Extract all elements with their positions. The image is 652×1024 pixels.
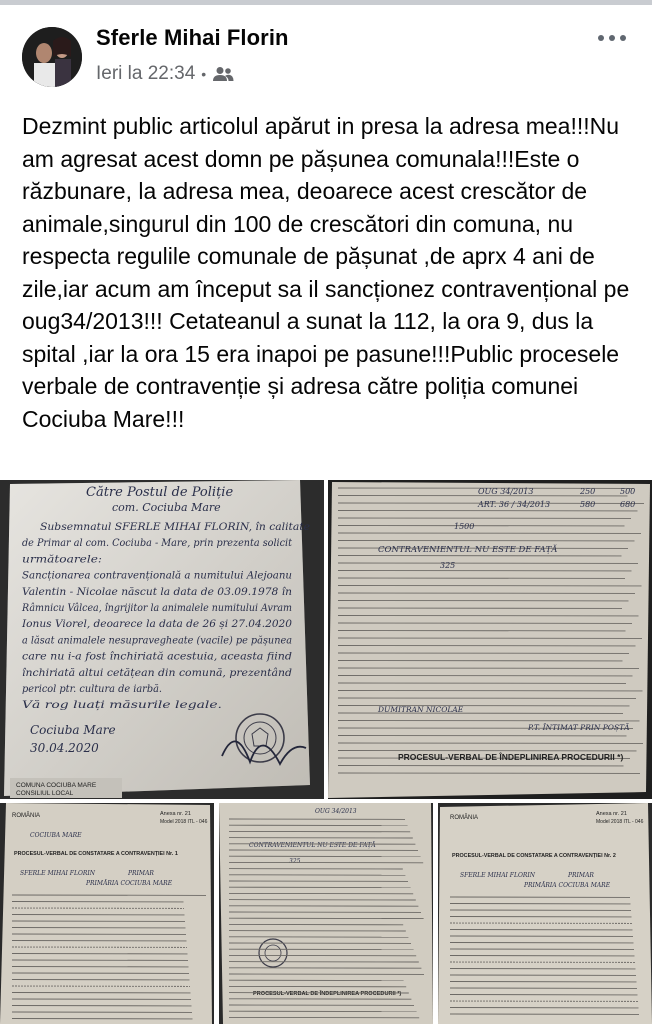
form-back-amount4: 680 bbox=[620, 500, 636, 509]
letter-line: Râmnicu Vâlcea, îngrijitor la animalele numitului Avram bbox=[22, 603, 313, 614]
photo-form-back[interactable] bbox=[328, 480, 652, 799]
form-back-amount1: 250 bbox=[580, 487, 596, 496]
fs2-sum: 325 bbox=[289, 858, 301, 865]
letter-line: Valentin - Nicolae născut la data de 03.09.1978 în bbox=[22, 586, 280, 598]
post-header bbox=[0, 5, 652, 105]
more-dot bbox=[620, 35, 626, 41]
form-back-amount3: 580 bbox=[580, 500, 596, 509]
form-small-3-image bbox=[438, 803, 652, 1024]
form-back-witness: DUMITRAN NICOLAE bbox=[378, 705, 464, 714]
fs3-institution: PRIMĂRIA COCIUBA MARE bbox=[524, 882, 611, 889]
friends-icon[interactable] bbox=[212, 66, 234, 82]
fs3-role: PRIMAR bbox=[568, 872, 594, 879]
fs3-country: ROMÂNIA bbox=[450, 815, 479, 821]
form-back-image bbox=[328, 480, 652, 799]
meta-separator: • bbox=[201, 66, 207, 82]
author-name[interactable]: Sferle Mihai Florin bbox=[96, 25, 289, 50]
fs3-model: Model 2018 ITL - 046 bbox=[596, 819, 644, 825]
fs1-country: ROMÂNIA bbox=[12, 813, 41, 819]
letter-footer-line1: COMUNA COCIUBA MARE bbox=[16, 782, 97, 789]
post-timestamp[interactable]: Ieri la 22:34 bbox=[96, 63, 196, 84]
letter-line: pericol ptr. cultura de iarbă. bbox=[22, 684, 169, 695]
letter-line: care nu i-a fost închiriată acestuia, aceasta fiind bbox=[22, 651, 271, 663]
photo-form-small-1[interactable] bbox=[0, 803, 214, 1024]
letter-line: închiriată altui cetățean din comună, prezentând bbox=[22, 667, 275, 679]
form-back-ref1: OUG 34/2013 bbox=[478, 487, 534, 496]
form-back-ref2: ART. 36 / 34/2013 bbox=[478, 500, 551, 509]
letter-heading-line1: Către Postul de Poliție bbox=[86, 485, 234, 500]
form-back-title: PROCESUL-VERBAL DE ÎNDEPLINIREA PROCEDURII *) bbox=[398, 752, 624, 762]
letter-date: 30.04.2020 bbox=[30, 741, 99, 755]
fs3-title: PROCESUL-VERBAL DE CONSTATARE A CONTRAVENȚIEI Nr. 2 bbox=[452, 853, 616, 859]
form-small-2-image bbox=[219, 803, 433, 1024]
avatar-image bbox=[22, 27, 82, 87]
fs2-ref: OUG 34/2013 bbox=[315, 808, 357, 815]
letter-line: Subsemnatul SFERLE MIHAI FLORIN, în calitate bbox=[40, 522, 296, 533]
letter-line: de Primar al com. Cociuba - Mare, prin prezenta solicit bbox=[22, 538, 293, 550]
form-back-sum: 325 bbox=[440, 561, 456, 570]
fs1-annex: Anexa nr. 21 bbox=[160, 811, 191, 817]
form-back-sent: P.T. ÎNTIMAT PRIN POȘTĂ bbox=[528, 723, 630, 732]
photo-letter[interactable] bbox=[0, 480, 324, 799]
fs1-institution: PRIMĂRIA COCIUBA MARE bbox=[86, 880, 173, 887]
more-options-icon[interactable] bbox=[594, 29, 630, 47]
more-dot bbox=[598, 35, 604, 41]
post-text: Dezmint public articolul apărut in presa la adresa mea!!!Nu am agresat acest domn pe pășunea comunala!!!Este o răzbunare, la adresa mea, deoarece acest crescător de animale,singurul din 100 de crescători din comuna, nu respecta regulile comunale de pășunat ,de aprx 4 ani de zile,iar acum am început sa il sancționez contravențional pe oug34/2013!!! Cetateanul a sunat la 112, la ora 9, dus la spital ,iar la ora 15 era inapoi pe pasune!!!Public procesele verbale de contravenție și adresa către poliția comunei Cociuba Mare!!! bbox=[22, 113, 636, 432]
letter-line: a lăsat animalele nesupravegheate (vacile) pe pășunea bbox=[22, 635, 305, 647]
fs3-agent: SFERLE MIHAI FLORIN bbox=[460, 872, 536, 879]
letter-place: Cociuba Mare bbox=[30, 723, 116, 737]
photo-form-small-2[interactable] bbox=[219, 803, 433, 1024]
fs1-place: COCIUBA MARE bbox=[30, 832, 82, 839]
letter-line: Ionus Viorel, deoarece la data de 26 și 27.04.2020 bbox=[20, 619, 293, 631]
fs3-annex: Anexa nr. 21 bbox=[596, 811, 627, 817]
fs2-title: PROCESUL-VERBAL DE ÎNDEPLINIREA PROCEDURII *) bbox=[253, 991, 402, 997]
letter-line: Vă rog luați măsurile legale. bbox=[22, 700, 169, 712]
form-small-1-image bbox=[0, 803, 214, 1024]
fs1-role: PRIMAR bbox=[128, 870, 154, 877]
form-back-total: 1500 bbox=[454, 522, 475, 531]
form-back-amount2: 500 bbox=[620, 487, 636, 496]
form-back-note: CONTRAVENIENTUL NU ESTE DE FAȚĂ bbox=[378, 545, 558, 555]
letter-image bbox=[0, 480, 324, 799]
letter-line: Sancționarea contravențională a numitului Alejoanu bbox=[22, 570, 292, 582]
photo-grid bbox=[0, 480, 652, 1024]
fs1-model: Model 2018 ITL - 046 bbox=[160, 819, 208, 825]
fs2-note: CONTRAVENIENTUL NU ESTE DE FAȚĂ bbox=[249, 842, 376, 849]
letter-line: următoarele: bbox=[22, 554, 90, 566]
post-meta bbox=[96, 63, 234, 85]
letter-footer-line2: CONSILIUL LOCAL bbox=[16, 790, 74, 797]
more-dot bbox=[609, 35, 615, 41]
photo-form-small-3[interactable] bbox=[438, 803, 652, 1024]
fs1-agent: SFERLE MIHAI FLORIN bbox=[20, 870, 96, 877]
fs1-title: PROCESUL-VERBAL DE CONSTATARE A CONTRAVENȚIEI Nr. 1 bbox=[14, 851, 178, 857]
letter-heading-line2: com. Cociuba Mare bbox=[112, 501, 221, 514]
avatar[interactable] bbox=[22, 27, 82, 87]
